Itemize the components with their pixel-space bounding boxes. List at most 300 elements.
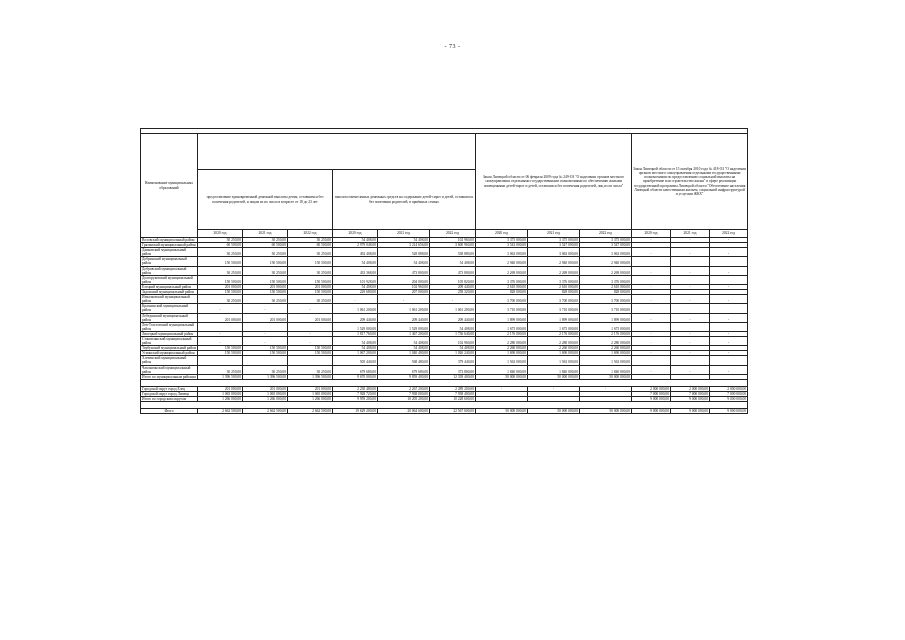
value-cell: -	[671, 266, 710, 275]
separator-cell	[141, 402, 748, 409]
value-cell: -	[710, 336, 748, 345]
table-row	[141, 257, 748, 266]
value-cell: 60 500,00	[243, 243, 288, 248]
value-cell: -	[671, 365, 710, 374]
municipality-name: Добринский муниципальный район	[141, 257, 198, 266]
value-cell: 7 938 400,00	[430, 391, 476, 396]
value-cell: 30 250,00	[243, 238, 288, 243]
value-cell	[632, 322, 671, 331]
value-cell: 20 064 600,00	[378, 409, 430, 414]
value-cell: 1 529 000,00	[333, 322, 378, 331]
value-cell: -	[243, 304, 288, 313]
header-merged-blank	[198, 134, 476, 170]
value-cell: 9 000 000,00	[710, 397, 748, 402]
page-number: - 73 -	[444, 44, 461, 50]
table-row	[141, 365, 748, 374]
value-cell: 7 928 720,00	[333, 391, 378, 396]
value-cell: -	[710, 365, 748, 374]
value-cell: 150 500,00	[198, 275, 243, 284]
value-cell: 2 260 000,00	[580, 346, 632, 351]
value-cell	[710, 275, 748, 284]
value-cell: 2 176 000,00	[528, 331, 580, 336]
value-cell: 209 440,00	[333, 313, 378, 322]
value-cell: -	[632, 295, 671, 304]
value-cell: 9 000 000,00	[710, 409, 748, 414]
value-cell: -	[632, 313, 671, 322]
separator-row	[141, 379, 748, 386]
value-cell: 1 817 760,00	[333, 331, 378, 336]
value-cell: 30 250,00	[288, 266, 333, 275]
value-cell: 229 680,00	[333, 290, 378, 295]
value-cell	[710, 356, 748, 365]
value-cell: 3 063 000,00	[528, 248, 580, 257]
value-cell: 473 800,00	[430, 266, 476, 275]
table-row	[141, 248, 748, 257]
value-cell: -	[632, 351, 671, 356]
municipality-name: Елецкий муниципальный район	[141, 284, 198, 289]
value-cell: 2 269 000,00	[476, 266, 528, 275]
value-cell: 30 250,00	[288, 238, 333, 243]
value-cell: 1 899 000,00	[528, 313, 580, 322]
value-cell: -	[671, 284, 710, 289]
value-cell: 1 690 000,00	[476, 351, 528, 356]
value-cell: 1 396 500,00	[198, 374, 243, 379]
value-cell: 54 408,00	[333, 346, 378, 351]
table-body	[141, 238, 748, 414]
value-cell: 150 500,00	[288, 351, 333, 356]
value-cell: -	[378, 295, 430, 304]
value-cell: 10 228 600,00	[430, 397, 476, 402]
value-cell: -	[710, 238, 748, 243]
value-cell: 30 250,00	[288, 295, 333, 304]
value-cell: -	[288, 336, 333, 345]
value-cell: -	[671, 248, 710, 257]
value-cell	[288, 322, 333, 331]
value-cell	[671, 356, 710, 365]
value-cell: 150 500,00	[288, 257, 333, 266]
value-cell: 2 662 500,00	[198, 409, 243, 414]
value-cell: 3 063 000,00	[476, 248, 528, 257]
value-cell: -	[632, 331, 671, 336]
value-cell: -	[710, 331, 748, 336]
value-cell	[710, 322, 748, 331]
value-cell	[198, 356, 243, 365]
value-cell: 9 000 000,00	[632, 409, 671, 414]
value-cell: 9 000 000,00	[632, 397, 671, 402]
value-cell: 30 250,00	[198, 266, 243, 275]
value-cell: -	[671, 331, 710, 336]
value-cell: 828 000,00	[528, 290, 580, 295]
municipality-name: Измалковский муниципальный район	[141, 295, 198, 304]
value-cell: 473 800,00	[378, 266, 430, 275]
value-cell: 50 000 000,00	[580, 409, 632, 414]
budget-table	[140, 128, 748, 414]
municipality-column-header: Наименование муниципальных образований	[141, 134, 198, 238]
value-cell: 201 000,00	[198, 313, 243, 322]
group-header-lump-sum-payment: предоставление единовременной денежной выплаты детям, оставшимся без попечения родителей, и лицам из их числа в возрасте от 18 до 23 лет	[198, 170, 333, 230]
value-cell: 30 250,00	[243, 365, 288, 374]
year-header: 2022 год	[430, 230, 476, 238]
value-cell: 2 662 500,00	[243, 409, 288, 414]
value-cell: 1 899 000,00	[580, 313, 632, 322]
value-cell: 3 375 000,00	[476, 238, 528, 243]
value-cell: 105 820,00	[430, 275, 476, 284]
value-cell: 2 940 000,00	[528, 257, 580, 266]
value-cell: 1 266 000,00	[198, 397, 243, 402]
value-cell: 1 563 000,00	[476, 356, 528, 365]
value-cell: 12 339 400,00	[430, 374, 476, 379]
value-cell: 2 230 480,00	[333, 386, 378, 391]
municipality-name: Задонский муниципальный район	[141, 290, 198, 295]
year-header: 2021 год	[243, 230, 288, 238]
value-cell: 2 289 200,00	[430, 386, 476, 391]
value-cell: 3 600 960,00	[430, 243, 476, 248]
value-cell: 7 000 000,00	[671, 391, 710, 396]
municipality-name: Долгоруковский муниципальный район	[141, 275, 198, 284]
value-cell: 2 000 000,00	[710, 386, 748, 391]
value-cell: 150 500,00	[198, 351, 243, 356]
value-cell	[632, 356, 671, 365]
value-cell: 9 000 000,00	[671, 397, 710, 402]
municipality-name: Становлянский муниципальный район	[141, 336, 198, 345]
value-cell: 2 269 000,00	[528, 266, 580, 275]
value-cell: 54 408,00	[333, 238, 378, 243]
table-row	[141, 304, 748, 313]
value-cell: 7 000 000,00	[632, 391, 671, 396]
value-cell: 2 267 200,00	[378, 386, 430, 391]
value-cell: 102 960,00	[430, 238, 476, 243]
value-cell: 373 800,00	[430, 365, 476, 374]
value-cell: 7 938 000,00	[378, 391, 430, 396]
municipality-name: Воловский муниципальный район	[141, 238, 198, 243]
value-cell: 3 375 000,00	[528, 238, 580, 243]
value-cell: -	[710, 351, 748, 356]
value-cell: 150 500,00	[243, 275, 288, 284]
value-cell: 9 959 200,00	[333, 397, 378, 402]
value-cell: 2 662 500,00	[288, 409, 333, 414]
value-cell: 379 440,00	[430, 356, 476, 365]
value-cell: 204 000,00	[378, 275, 430, 284]
value-cell: 2 940 000,00	[580, 257, 632, 266]
value-cell: 492 408,00	[333, 248, 378, 257]
value-cell: 201 000,00	[288, 313, 333, 322]
value-cell: 9 670 000,00	[333, 374, 378, 379]
value-cell: 1 266 000,00	[288, 397, 333, 402]
value-cell: 2 000 000,00	[632, 386, 671, 391]
value-cell	[632, 275, 671, 284]
municipality-name: Итого по муниципальным районам	[142, 374, 196, 379]
value-cell: 2 940 000,00	[476, 257, 528, 266]
value-cell: 30 250,00	[198, 295, 243, 304]
year-header: 2021 год	[378, 230, 430, 238]
value-cell: -	[710, 248, 748, 257]
grand-total-row	[141, 409, 748, 414]
value-cell: 1 690 000,00	[580, 351, 632, 356]
value-cell: 54 408,00	[430, 322, 476, 331]
value-cell: 30 250,00	[198, 365, 243, 374]
value-cell: 150 500,00	[243, 351, 288, 356]
year-header: 2021 год	[671, 230, 710, 238]
value-cell: 1 840 000,00	[528, 365, 580, 374]
value-cell: 1 690 000,00	[528, 351, 580, 356]
year-header: 2020 год	[198, 230, 243, 238]
value-cell: 7 000 000,00	[710, 391, 748, 396]
table-row	[141, 266, 748, 275]
table-row	[141, 313, 748, 322]
value-cell: -	[198, 336, 243, 345]
value-cell: 60 500,00	[288, 243, 333, 248]
value-cell: 3 700 000,00	[476, 295, 528, 304]
municipality-name: Грязинский муниципальный район	[142, 243, 196, 248]
table-row	[141, 275, 748, 284]
year-header: 2020 год	[632, 230, 671, 238]
value-cell: 3 700 000,00	[528, 295, 580, 304]
header-upper-row	[141, 134, 748, 170]
value-cell: 1 840 000,00	[476, 365, 528, 374]
municipality-name: Лебедянский муниципальный район	[141, 313, 198, 322]
value-cell: 1 899 000,00	[476, 313, 528, 322]
value-cell: 30 250,00	[243, 266, 288, 275]
value-cell: 1 840 000,00	[580, 365, 632, 374]
group-header-foster-family-payment: выплата ежемесячных денежных средств на содержание детей-сирот и детей, оставшихся без попечения родителей, в приёмных семьях	[333, 170, 476, 230]
value-cell: 1 467 200,00	[378, 331, 430, 336]
value-cell: 2 280 000,00	[580, 336, 632, 345]
value-cell	[288, 356, 333, 365]
group-header-social-payment-law: Закон Липецкой области от 15 октября 2010 года № 418-ОЗ "О наделении органов местного самоуправления отдельными государственными полномочиями по предоставлению социальной выплаты на приобретение или строительство жилья" в сфере реализации государственной программы Липецкой области "Обеспечение населения Липецкой области качественным жильем, социальной инфраструктурой и услугами ЖКХ"	[632, 134, 748, 230]
value-cell: 150 500,00	[198, 290, 243, 295]
value-cell: 30 250,00	[243, 248, 288, 257]
value-cell: -	[198, 331, 243, 336]
year-header: 2022 год	[710, 230, 748, 238]
value-cell: -	[671, 313, 710, 322]
value-cell: -	[671, 336, 710, 345]
value-cell: -	[632, 365, 671, 374]
value-cell: 101 928,00	[333, 275, 378, 284]
value-cell: 102 960,00	[378, 284, 430, 289]
value-cell: 2 260 000,00	[476, 346, 528, 351]
value-cell: 258 320,00	[430, 290, 476, 295]
value-cell: 505 440,00	[333, 356, 378, 365]
value-cell: 679 680,00	[333, 365, 378, 374]
value-cell: 201 000,00	[243, 386, 288, 391]
value-cell: 3 547 000,00	[528, 243, 580, 248]
value-cell: 22 567 600,00	[430, 409, 476, 414]
value-cell: 2 610 000,00	[528, 284, 580, 289]
value-cell: 209 440,00	[378, 313, 430, 322]
value-cell: -	[632, 284, 671, 289]
value-cell: 201 000,00	[198, 386, 243, 391]
value-cell: 433 368,00	[333, 266, 378, 275]
value-cell: 2 979 048,00	[333, 243, 378, 248]
municipality-name: Хлевенский муниципальный район	[141, 356, 198, 365]
value-cell: -	[632, 238, 671, 243]
value-cell: 3 543 000,00	[476, 243, 528, 248]
value-cell: 10 205 200,00	[378, 397, 430, 402]
value-cell: -	[632, 266, 671, 275]
value-cell: 207 000,00	[378, 290, 430, 295]
value-cell: 1 040 400,00	[378, 351, 430, 356]
value-cell: 150 500,00	[198, 257, 243, 266]
municipality-name: Тербунский муниципальный район	[142, 346, 196, 351]
value-cell: 828 000,00	[580, 290, 632, 295]
value-cell: 30 250,00	[198, 248, 243, 257]
group-header-housing-law: Закон Липецкой области от 06 февраля 2009 года № 249-ОЗ "О наделении органов местного самоуправления отдельными государственными полномочиями по обеспечению жилыми помещениями детей-сирот и детей, оставшихся без попечения родителей, лиц из их числа"	[476, 134, 632, 230]
table-row	[141, 295, 748, 304]
value-cell: -	[430, 295, 476, 304]
value-cell: -	[710, 295, 748, 304]
value-cell: 2 280 000,00	[528, 336, 580, 345]
value-cell: 1 061 200,00	[430, 304, 476, 313]
value-cell: 201 000,00	[288, 284, 333, 289]
value-cell: 30 250,00	[288, 365, 333, 374]
year-header: 2020 год	[476, 230, 528, 238]
municipality-name: Усманский муниципальный район	[141, 351, 198, 356]
value-cell: 2 176 000,00	[580, 331, 632, 336]
value-cell	[671, 257, 710, 266]
value-cell: -	[243, 336, 288, 345]
value-cell	[671, 304, 710, 313]
value-cell	[671, 322, 710, 331]
value-cell: 828 000,00	[476, 290, 528, 295]
value-cell: 54 408,00	[333, 336, 378, 345]
year-header: 2022 год	[288, 230, 333, 238]
municipality-name: Итого	[141, 409, 198, 414]
separator-cell	[141, 379, 748, 386]
value-cell: 50 000 000,00	[476, 409, 528, 414]
value-cell: 50 000 000,00	[580, 374, 632, 379]
value-cell: 3 376 000,00	[528, 275, 580, 284]
value-cell: 3 063 000,00	[580, 248, 632, 257]
value-cell: 150 500,00	[243, 257, 288, 266]
value-cell: 150 500,00	[288, 290, 333, 295]
value-cell: 1 396 500,00	[243, 374, 288, 379]
value-cell: 30 250,00	[288, 248, 333, 257]
value-cell: 1 067 200,00	[333, 351, 378, 356]
value-cell: 54 408,00	[378, 346, 430, 351]
value-cell	[243, 356, 288, 365]
value-cell: 54 408,00	[333, 284, 378, 289]
value-cell: 150 500,00	[288, 346, 333, 351]
value-cell: 1 675 000,00	[580, 322, 632, 331]
value-cell: 150 500,00	[198, 346, 243, 351]
value-cell: 150 500,00	[288, 275, 333, 284]
value-cell: 50 000 000,00	[528, 374, 580, 379]
value-cell: 50 000 000,00	[528, 409, 580, 414]
value-cell: 1 529 000,00	[378, 322, 430, 331]
municipality-name: Краснинский муниципальный район	[141, 304, 198, 313]
value-cell: 201 000,00	[243, 284, 288, 289]
table-row	[141, 322, 748, 331]
value-cell: 3 376 000,00	[476, 275, 528, 284]
value-cell: 54 408,00	[430, 346, 476, 351]
value-cell: 2 610 000,00	[476, 284, 528, 289]
value-cell: 1 065 000,00	[243, 391, 288, 396]
value-cell: 1 563 000,00	[528, 356, 580, 365]
separator-row	[141, 402, 748, 409]
value-cell: -	[288, 304, 333, 313]
value-cell: 528 888,00	[378, 248, 430, 257]
value-cell: 2 269 000,00	[580, 266, 632, 275]
value-cell	[671, 275, 710, 284]
value-cell	[710, 304, 748, 313]
municipality-name: Данковский муниципальный район	[141, 248, 198, 257]
year-header: 2022 год	[580, 230, 632, 238]
value-cell: 9 859 400,00	[378, 374, 430, 379]
year-header-row	[141, 230, 748, 238]
value-cell: -	[528, 386, 580, 391]
value-cell	[710, 257, 748, 266]
value-cell: 2 000 000,00	[671, 386, 710, 391]
value-cell: 3 375 000,00	[580, 238, 632, 243]
value-cell: 3 376 000,00	[580, 275, 632, 284]
value-cell: -	[243, 331, 288, 336]
value-cell: 1 026 240,00	[430, 351, 476, 356]
value-cell: 568 480,00	[378, 356, 430, 365]
value-cell: -	[671, 238, 710, 243]
value-cell: -	[710, 284, 748, 289]
municipality-name: Липецкий муниципальный район	[141, 331, 198, 336]
value-cell: 30 250,00	[198, 238, 243, 243]
value-cell: 1 736 640,00	[430, 331, 476, 336]
value-cell: 3 214 656,00	[378, 243, 430, 248]
value-cell: 538 880,00	[430, 248, 476, 257]
value-cell: -	[198, 304, 243, 313]
value-cell: -	[710, 313, 748, 322]
municipality-name: Лев-Толстовский муниципальный район	[141, 322, 198, 331]
value-cell: -	[671, 351, 710, 356]
value-cell: 50 000 000,00	[476, 374, 528, 379]
municipality-name: Итого по городским округам	[141, 397, 198, 402]
value-cell: 201 000,00	[288, 386, 333, 391]
year-header: 2020 год	[333, 230, 378, 238]
value-cell: 30 250,00	[243, 295, 288, 304]
value-cell: 1 061 200,00	[378, 304, 430, 313]
municipality-name: Чаплыгинский муниципальный район	[141, 365, 198, 374]
value-cell: 102 960,00	[430, 336, 476, 345]
value-cell: 54 408,00	[378, 238, 430, 243]
value-cell: -	[632, 336, 671, 345]
value-cell: 54 408,00	[430, 257, 476, 266]
value-cell: 3 710 000,00	[528, 304, 580, 313]
value-cell: -	[710, 266, 748, 275]
value-cell: 3 710 000,00	[476, 304, 528, 313]
value-cell: 1 675 000,00	[476, 322, 528, 331]
value-cell: -	[476, 386, 528, 391]
table-row	[141, 336, 748, 345]
value-cell: -	[671, 295, 710, 304]
value-cell: 1 675 000,00	[528, 322, 580, 331]
municipality-name: Добровский муниципальный район	[141, 266, 198, 275]
value-cell: 150 500,00	[243, 346, 288, 351]
value-cell: 1 563 000,00	[580, 356, 632, 365]
year-header: 2021 год	[528, 230, 580, 238]
value-cell	[632, 304, 671, 313]
value-cell: 1 065 000,00	[288, 391, 333, 396]
value-cell: 19 629 200,00	[333, 409, 378, 414]
value-cell: 1 061 200,00	[333, 304, 378, 313]
municipality-name: Городской округ город Елец	[141, 386, 198, 391]
value-cell: -	[632, 248, 671, 257]
value-cell: 150 500,00	[243, 290, 288, 295]
value-cell: -	[288, 331, 333, 336]
value-cell: 1 396 500,00	[288, 374, 333, 379]
value-cell: 1 266 000,00	[243, 397, 288, 402]
value-cell	[632, 257, 671, 266]
table-row	[141, 356, 748, 365]
value-cell: 3 547 000,00	[580, 243, 632, 248]
value-cell: 60 500,00	[198, 243, 243, 248]
value-cell: 54 408,00	[333, 257, 378, 266]
